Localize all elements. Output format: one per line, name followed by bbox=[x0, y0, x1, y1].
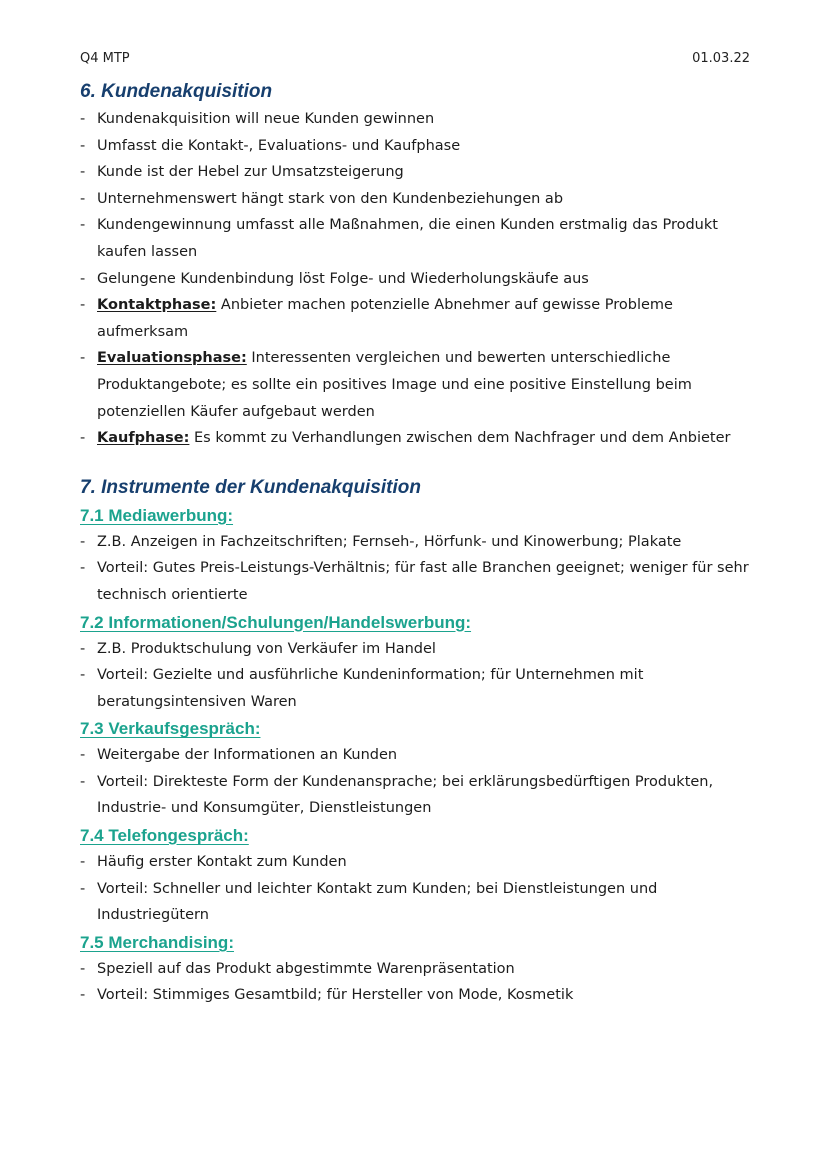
list-item-text: Weitergabe der Informationen an Kunden bbox=[97, 747, 398, 764]
list-item-text: Vorteil: Direkteste Form der Kundenansprache; bei erklärungsbedürftigen Produkten, Industrie- und Konsumgüter, Dienstleistungen bbox=[97, 773, 714, 817]
list-item-text: Vorteil: Stimmiges Gesamtbild; für Hersteller von Mode, Kosmetik bbox=[97, 987, 574, 1004]
dash-bullet-icon: - bbox=[80, 190, 86, 207]
list-item bbox=[80, 266, 760, 293]
list-item-text: Z.B. Produktschulung von Verkäufer im Handel bbox=[97, 640, 436, 657]
subsection-heading: 7.5 Merchandising: bbox=[80, 932, 234, 952]
phase-term: Kontaktphase: bbox=[97, 297, 217, 314]
subsection-heading: 7.3 Verkaufsgespräch: bbox=[80, 719, 261, 739]
dash-bullet-icon: - bbox=[80, 747, 86, 764]
list-item-text: Vorteil: Schneller und leichter Kontakt zum Kunden; bei Dienstleistungen und Industriegütern bbox=[97, 880, 658, 924]
subsection-list bbox=[80, 529, 760, 609]
header-date: 01.03.22 bbox=[692, 51, 750, 66]
subsection-list bbox=[80, 956, 760, 1009]
dash-bullet-icon: - bbox=[80, 297, 86, 314]
list-item-text: Vorteil: Gutes Preis-Leistungs-Verhältnis; für fast alle Branchen geeignet; weniger für sehr technisch orientierte bbox=[97, 560, 749, 603]
section-7-heading: 7. Instrumente der Kundenakquisition bbox=[80, 476, 421, 498]
list-item bbox=[80, 106, 760, 133]
dash-bullet-icon: - bbox=[80, 217, 86, 234]
dash-bullet-icon: - bbox=[80, 960, 86, 977]
document-body bbox=[80, 78, 760, 1009]
dash-bullet-icon: - bbox=[80, 430, 86, 447]
subsection-list bbox=[80, 849, 760, 929]
list-item bbox=[80, 345, 760, 425]
list-item-text: Interessenten vergleichen und bewerten unterschiedliche Produktangebote; es sollte ein positives Image und eine positive Einstellung beim potenziellen Käufer aufgebaut werden bbox=[97, 350, 692, 420]
list-item bbox=[80, 133, 760, 160]
dash-bullet-icon: - bbox=[80, 640, 86, 657]
dash-bullet-icon: - bbox=[80, 533, 86, 550]
section-7-subsections bbox=[80, 502, 760, 1009]
dash-bullet-icon: - bbox=[80, 880, 86, 897]
list-item bbox=[80, 769, 760, 822]
dash-bullet-icon: - bbox=[80, 350, 86, 367]
section-6-heading: 6. Kundenakquisition bbox=[80, 81, 273, 102]
list-item bbox=[80, 425, 760, 452]
list-item bbox=[80, 742, 760, 769]
list-item-text: Gelungene Kundenbindung löst Folge- und Wiederholungskäufe aus bbox=[97, 270, 589, 287]
dash-bullet-icon: - bbox=[80, 854, 86, 871]
list-item-text: Kundengewinnung umfasst alle Maßnahmen, die einen Kunden erstmalig das Produkt kaufen lassen bbox=[97, 217, 718, 260]
list-item-text: Unternehmenswert hängt stark von den Kundenbeziehungen ab bbox=[97, 190, 564, 207]
dash-bullet-icon: - bbox=[80, 270, 86, 287]
list-item-text: Kunde ist der Hebel zur Umsatzsteigerung bbox=[97, 164, 404, 181]
dash-bullet-icon: - bbox=[80, 987, 86, 1004]
phase-term: Kaufphase: bbox=[97, 430, 190, 447]
dash-bullet-icon: - bbox=[80, 111, 86, 127]
list-item bbox=[80, 159, 760, 186]
dash-bullet-icon: - bbox=[80, 560, 86, 577]
list-item-text: Vorteil: Gezielte und ausführliche Kundeninformation; für Unternehmen mit beratungsintensiven Waren bbox=[97, 667, 644, 710]
list-item-text: Es kommt zu Verhandlungen zwischen dem Nachfrager und dem Anbieter bbox=[194, 430, 731, 447]
list-item-text: Anbieter machen potenzielle Abnehmer auf gewisse Probleme aufmerksam bbox=[97, 297, 673, 340]
list-item bbox=[80, 186, 760, 213]
list-item-text: Speziell auf das Produkt abgestimmte Warenpräsentation bbox=[97, 960, 515, 977]
subsection-list bbox=[80, 742, 760, 822]
subsection-list bbox=[80, 636, 760, 716]
list-item bbox=[80, 636, 760, 663]
list-item bbox=[80, 956, 760, 983]
list-item-text: Umfasst die Kontakt-, Evaluations- und Kaufphase bbox=[97, 137, 461, 154]
list-item bbox=[80, 529, 760, 556]
dash-bullet-icon: - bbox=[80, 164, 86, 181]
subsection-heading: 7.2 Informationen/Schulungen/Handelswerbung: bbox=[80, 612, 472, 632]
list-item-text: Kundenakquisition will neue Kunden gewinnen bbox=[97, 111, 435, 127]
list-item-text: Z.B. Anzeigen in Fachzeitschriften; Fernseh-, Hörfunk- und Kinowerbung; Plakate bbox=[97, 533, 682, 550]
list-item bbox=[80, 555, 760, 608]
list-item bbox=[80, 212, 760, 265]
list-item-text: Häufig erster Kontakt zum Kunden bbox=[97, 854, 347, 871]
list-item bbox=[80, 982, 760, 1009]
header-course-label: Q4 MTP bbox=[80, 51, 130, 66]
list-item bbox=[80, 662, 760, 715]
phase-term: Evaluationsphase: bbox=[97, 350, 247, 367]
section-6-list bbox=[80, 106, 760, 452]
dash-bullet-icon: - bbox=[80, 667, 86, 684]
list-item bbox=[80, 292, 760, 345]
dash-bullet-icon: - bbox=[80, 137, 86, 154]
page-header bbox=[80, 51, 750, 69]
list-item bbox=[80, 849, 760, 876]
dash-bullet-icon: - bbox=[80, 773, 86, 790]
list-item bbox=[80, 876, 760, 929]
subsection-heading: 7.1 Mediawerbung: bbox=[80, 505, 234, 525]
subsection-heading: 7.4 Telefongespräch: bbox=[80, 826, 249, 846]
